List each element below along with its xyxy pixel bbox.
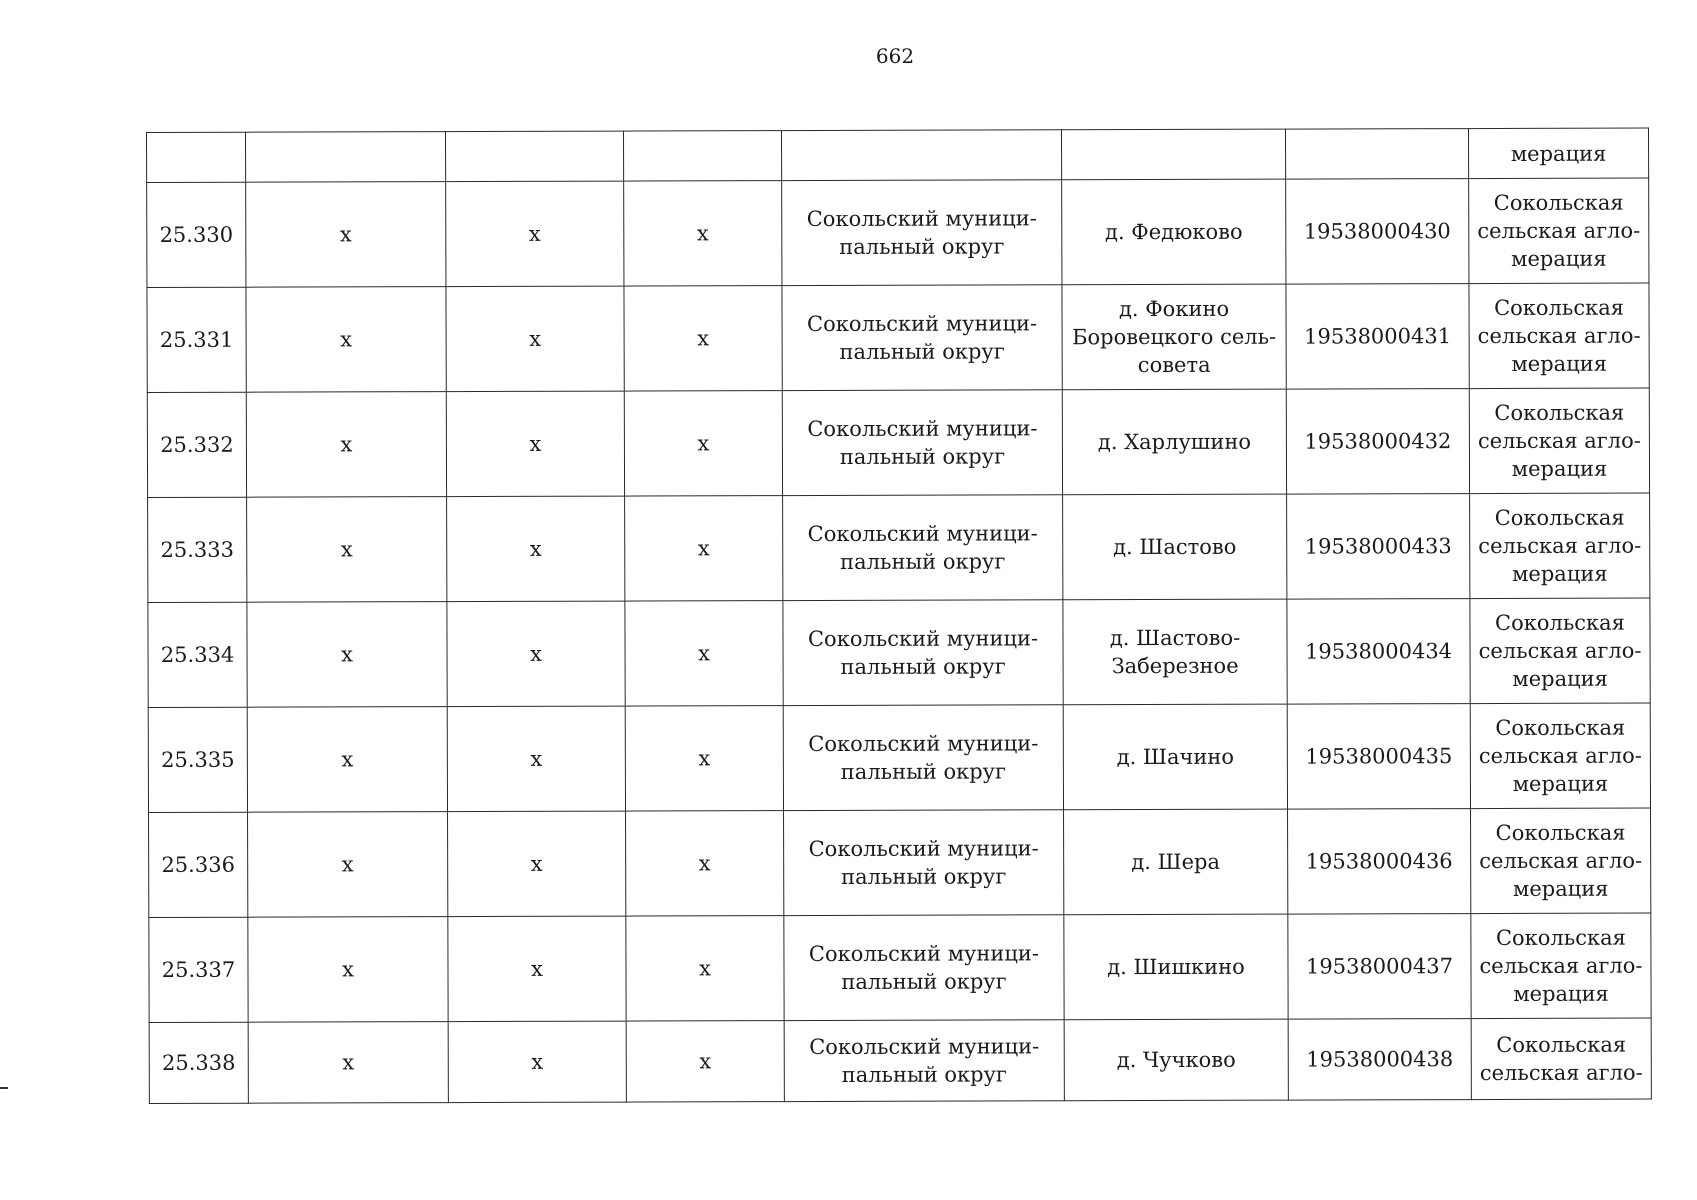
oktmo-code-cell-text: 19538000436 xyxy=(1305,849,1453,874)
oktmo-code-cell xyxy=(1288,914,1471,1020)
header-cell-col3 xyxy=(446,131,624,182)
settlement-cell xyxy=(1064,809,1288,915)
x-mark-cell-text: x xyxy=(530,641,543,666)
agglomeration-cell-text: Сокольская сельская агло- мерация xyxy=(1477,400,1641,481)
agglomeration-cell xyxy=(1470,703,1650,809)
x-mark-cell xyxy=(626,916,784,1021)
x-mark-cell-text: x xyxy=(340,327,353,352)
x-mark-cell xyxy=(247,497,447,603)
x-mark-cell xyxy=(624,181,782,286)
row-number-cell-text: 25.335 xyxy=(161,747,235,772)
oktmo-code-cell-text: 19538000431 xyxy=(1304,324,1452,349)
agglomeration-cell xyxy=(1469,178,1649,284)
row-number-cell xyxy=(148,497,247,602)
table-container xyxy=(146,128,1651,1104)
agglomeration-cell xyxy=(1469,388,1649,494)
settlement-cell xyxy=(1062,179,1286,285)
x-mark-cell-text: x xyxy=(528,221,541,246)
x-mark-cell xyxy=(246,392,446,498)
x-mark-cell xyxy=(447,601,625,707)
x-mark-cell-text: x xyxy=(339,222,352,247)
x-mark-cell-text: x xyxy=(340,432,353,457)
agglomeration-cell-text: Сокольская сельская агло- мерация xyxy=(1477,295,1641,376)
x-mark-cell xyxy=(624,391,782,496)
district-cell xyxy=(783,705,1063,811)
agglomeration-cell-text: Сокольская сельская агло- xyxy=(1479,1032,1643,1086)
agglomeration-cell xyxy=(1470,598,1650,704)
oktmo-code-cell-text: 19538000435 xyxy=(1305,744,1453,769)
district-cell xyxy=(783,600,1063,706)
district-cell xyxy=(782,390,1062,496)
agglomeration-cell-text: Сокольская сельская агло- мерация xyxy=(1477,190,1641,271)
row-number-cell xyxy=(148,707,247,812)
oktmo-code-cell xyxy=(1287,599,1470,705)
oktmo-code-cell xyxy=(1286,284,1469,390)
row-number-cell-text: 25.331 xyxy=(159,327,234,352)
x-mark-cell-text: x xyxy=(698,641,711,666)
x-mark-cell xyxy=(248,1022,448,1104)
table-row xyxy=(148,703,1650,812)
settlement-cell-text: д. Шастово- Заберезное xyxy=(1109,625,1241,679)
settlement-cell-text: д. Харлушино xyxy=(1097,429,1251,455)
x-mark-cell xyxy=(246,182,446,288)
district-cell-text: Сокольский муници- пальный округ xyxy=(808,836,1039,889)
x-mark-cell xyxy=(447,706,625,812)
settlement-cell xyxy=(1063,704,1287,810)
row-number-cell-text: 25.333 xyxy=(160,537,235,562)
header-cell-col4 xyxy=(623,131,781,181)
header-cell-col2 xyxy=(246,132,446,183)
row-number-cell xyxy=(147,392,246,497)
oktmo-code-cell xyxy=(1287,494,1470,600)
table-row xyxy=(147,178,1649,287)
x-mark-cell-text: x xyxy=(341,852,354,877)
x-mark-cell-text: x xyxy=(342,1050,355,1075)
x-mark-cell xyxy=(626,811,784,916)
settlement-cell xyxy=(1063,494,1287,600)
district-cell-text: Сокольский муници- пальный округ xyxy=(807,416,1038,469)
x-mark-cell xyxy=(448,1021,626,1103)
oktmo-code-cell xyxy=(1287,704,1470,810)
x-mark-cell-text: x xyxy=(696,221,709,246)
row-number-cell xyxy=(147,287,246,392)
x-mark-cell xyxy=(447,496,625,602)
header-cell-code xyxy=(1285,129,1468,180)
row-number-cell-text: 25.334 xyxy=(160,642,235,667)
settlement-cell xyxy=(1064,914,1288,1020)
header-cell-number xyxy=(147,132,246,182)
settlement-cell-text: д. Шачино xyxy=(1116,744,1235,770)
settlement-cell-text: д. Шера xyxy=(1131,849,1221,875)
settlement-cell-text: д. Чучково xyxy=(1116,1047,1236,1073)
oktmo-code-cell xyxy=(1286,389,1469,495)
header-cell-district xyxy=(781,130,1061,181)
table-row xyxy=(149,1018,1651,1103)
table-row xyxy=(147,388,1649,497)
oktmo-code-cell-text: 19538000432 xyxy=(1304,429,1452,454)
x-mark-cell-text: x xyxy=(697,326,710,351)
x-mark-cell-text: x xyxy=(531,956,543,981)
x-mark-cell xyxy=(446,286,624,392)
row-number-cell xyxy=(148,602,247,707)
x-mark-cell-text: x xyxy=(699,1049,712,1074)
row-number-cell xyxy=(149,917,248,1022)
row-number-cell xyxy=(149,812,248,917)
district-cell-text: Сокольский муници- пальный округ xyxy=(806,311,1038,364)
x-mark-cell xyxy=(448,811,626,917)
table-row xyxy=(148,493,1650,602)
x-mark-cell-text: x xyxy=(530,851,543,876)
x-mark-cell xyxy=(246,287,446,393)
x-mark-cell-text: x xyxy=(530,746,543,771)
row-number-cell xyxy=(149,1022,248,1103)
district-cell xyxy=(784,810,1064,916)
x-mark-cell xyxy=(248,917,448,1023)
x-mark-cell-text: x xyxy=(341,642,354,667)
agglomeration-cell-text: Сокольская сельская агло- мерация xyxy=(1479,925,1643,1006)
table-row xyxy=(149,913,1651,1022)
oktmo-code-cell-text: 19538000433 xyxy=(1304,534,1452,559)
agglomeration-cell xyxy=(1471,1018,1651,1100)
x-mark-cell xyxy=(248,812,448,918)
settlement-cell-text: д. Федюково xyxy=(1104,219,1243,245)
x-mark-cell xyxy=(247,707,447,813)
x-mark-cell xyxy=(625,496,783,601)
oktmo-code-cell-text: 19538000430 xyxy=(1303,219,1451,244)
district-cell-text: Сокольский муници- пальный округ xyxy=(806,206,1037,259)
row-number-cell-text: 25.338 xyxy=(161,1050,236,1075)
oktmo-code-cell xyxy=(1288,809,1471,915)
oktmo-code-cell xyxy=(1286,179,1469,285)
district-cell xyxy=(784,915,1064,1021)
settlement-cell-text: д. Фокино Боровецкого сель- совета xyxy=(1072,296,1277,378)
x-mark-cell-text: x xyxy=(342,957,354,982)
agglomeration-cell xyxy=(1471,913,1651,1019)
district-cell xyxy=(783,495,1063,601)
x-mark-cell-text: x xyxy=(698,851,711,876)
oktmo-code-cell-text: 19538000434 xyxy=(1305,639,1453,664)
x-mark-cell xyxy=(247,602,447,708)
header-cell-agglomeration: мерация xyxy=(1468,128,1648,179)
agglomeration-cell-text: Сокольская сельская агло- мерация xyxy=(1478,715,1642,796)
district-cell xyxy=(782,180,1062,286)
page-number: 662 xyxy=(875,44,915,68)
district-cell-text: Сокольский муници- пальный округ xyxy=(808,731,1039,784)
x-mark-cell xyxy=(626,1021,784,1102)
x-mark-cell-text: x xyxy=(697,536,710,561)
agglomeration-cell-text: Сокольская сельская агло- мерация xyxy=(1478,610,1642,691)
oktmo-code-cell-text: 19538000437 xyxy=(1305,954,1454,979)
table-row xyxy=(149,808,1651,917)
x-mark-cell xyxy=(625,601,783,706)
settlement-cell-text: д. Шишкино xyxy=(1107,954,1245,980)
district-cell-text: Сокольский муници- пальный округ xyxy=(809,1034,1040,1087)
settlement-cell xyxy=(1064,1019,1288,1101)
x-mark-cell xyxy=(446,181,624,287)
x-mark-cell-text: x xyxy=(529,536,542,561)
x-mark-cell xyxy=(624,286,782,391)
x-mark-cell-text: x xyxy=(341,747,354,772)
margin-mark xyxy=(0,1087,8,1089)
settlement-cell xyxy=(1063,599,1287,705)
x-mark-cell-text: x xyxy=(340,537,353,562)
agglomeration-cell-text: Сокольская сельская агло- мерация xyxy=(1479,820,1643,901)
x-mark-cell xyxy=(448,916,626,1022)
oktmo-code-cell-text: 19538000438 xyxy=(1306,1047,1454,1072)
table-row xyxy=(147,283,1649,392)
settlement-cell-text: д. Шастово xyxy=(1113,534,1237,560)
settlement-cell xyxy=(1062,389,1286,495)
settlements-table xyxy=(146,128,1652,1104)
table-row xyxy=(148,598,1650,707)
x-mark-cell-text: x xyxy=(699,956,711,981)
agglomeration-cell-text: Сокольская сельская агло- мерация xyxy=(1478,505,1642,586)
x-mark-cell-text: x xyxy=(529,326,542,351)
row-number-cell-text: 25.332 xyxy=(160,432,234,457)
row-number-cell-text: 25.337 xyxy=(161,957,236,982)
x-mark-cell xyxy=(625,706,783,811)
agglomeration-cell xyxy=(1470,493,1650,599)
agglomeration-cell xyxy=(1469,283,1649,389)
x-mark-cell xyxy=(446,391,624,497)
district-cell-text: Сокольский муници- пальный округ xyxy=(808,941,1040,994)
district-cell xyxy=(784,1020,1064,1102)
x-mark-cell-text: x xyxy=(698,746,711,771)
table-header-row xyxy=(147,128,1649,182)
x-mark-cell-text: x xyxy=(531,1049,544,1074)
district-cell-text: Сокольский муници- пальный округ xyxy=(807,626,1039,679)
x-mark-cell-text: x xyxy=(529,431,542,456)
row-number-cell-text: 25.330 xyxy=(159,222,234,247)
oktmo-code-cell xyxy=(1288,1019,1471,1101)
agglomeration-cell xyxy=(1471,808,1651,914)
district-cell-text: Сокольский муници- пальный округ xyxy=(807,521,1038,574)
district-cell xyxy=(782,285,1062,391)
row-number-cell xyxy=(147,182,246,287)
header-cell-settlement xyxy=(1061,129,1285,180)
settlement-cell xyxy=(1062,284,1286,390)
row-number-cell-text: 25.336 xyxy=(161,852,235,877)
x-mark-cell-text: x xyxy=(697,431,710,456)
